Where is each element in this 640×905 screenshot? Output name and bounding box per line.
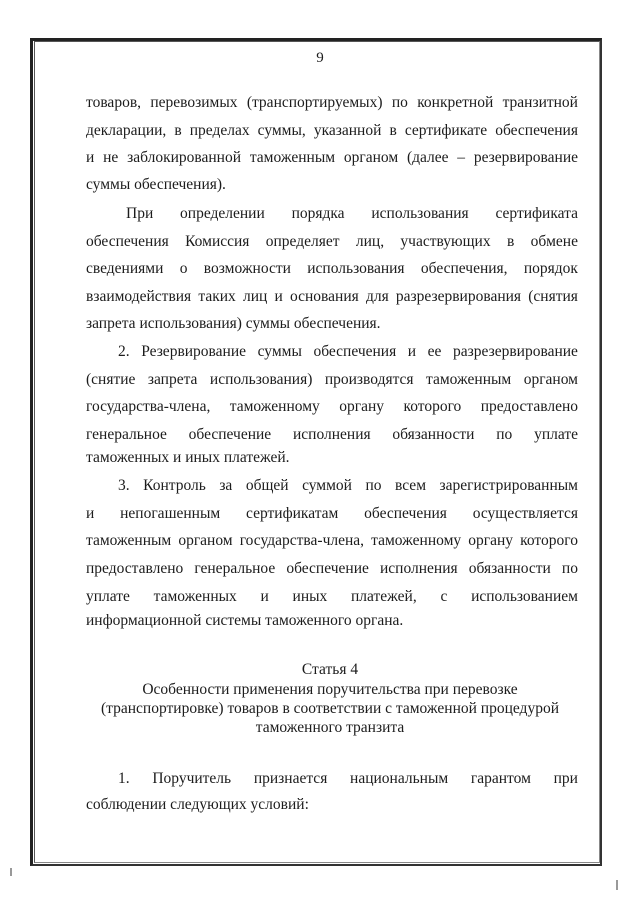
- word: таможенных: [153, 588, 237, 605]
- word: резервирование: [473, 149, 578, 166]
- word: Резервирование: [141, 343, 247, 360]
- word: органом: [178, 532, 233, 549]
- word: использования): [209, 371, 313, 388]
- word: о: [179, 260, 188, 277]
- word: предоставлено: [480, 398, 578, 415]
- word: определении: [180, 205, 265, 222]
- paragraph-1-line-4: суммы обеспечения).: [86, 176, 226, 193]
- word: в: [389, 122, 397, 139]
- paragraph-2-line-1: [126, 204, 578, 224]
- word: обеспечения: [86, 233, 169, 250]
- scan-artifact: [616, 880, 618, 890]
- word: (снятия: [528, 288, 578, 305]
- word: –: [457, 149, 466, 166]
- word: 3.: [118, 477, 130, 494]
- word: гарантом: [470, 770, 531, 787]
- word: обеспечения: [495, 122, 578, 139]
- word: обеспечения,: [420, 260, 508, 277]
- word: таможенному: [229, 398, 320, 415]
- word: осуществляется: [472, 505, 578, 522]
- paragraph-1-line-3: [86, 148, 578, 168]
- paragraph-4-line-3: [86, 531, 578, 551]
- word: 1.: [118, 770, 130, 787]
- word: национальным: [350, 770, 449, 787]
- word: и: [86, 505, 95, 522]
- scan-artifact: [10, 868, 12, 876]
- paragraph-4-line-2: [86, 504, 578, 524]
- word: использования: [307, 260, 405, 277]
- word: 2.: [118, 343, 130, 360]
- word: конкретной: [417, 94, 494, 111]
- word: таможенным: [426, 371, 512, 388]
- paragraph-2-line-5: запрета использования) суммы обеспечения.: [86, 315, 381, 332]
- word: участвующих: [400, 233, 491, 250]
- word: использования: [371, 205, 469, 222]
- word: суммой: [302, 477, 352, 494]
- word: в: [506, 233, 515, 250]
- paragraph-5-line-2: соблюдении следующих условий:: [86, 796, 309, 813]
- word: (снятие: [86, 371, 136, 388]
- word: Поручитель: [152, 770, 232, 787]
- word: и: [407, 343, 417, 360]
- word: разрезервирования: [395, 288, 522, 305]
- word: по: [365, 477, 382, 494]
- paragraph-3-line-5: таможенных и иных платежей.: [86, 449, 290, 466]
- article-title-line-2: (транспортировке) товаров в соответствии с таможенной процедурой: [101, 700, 559, 717]
- word: пределах: [189, 122, 250, 139]
- word: определяет: [265, 233, 340, 250]
- word: декларации,: [86, 122, 167, 139]
- word: признается: [253, 770, 328, 787]
- word: товаров,: [86, 94, 142, 111]
- paragraph-1-line-1: [86, 93, 578, 113]
- paragraph-4-line-4: [86, 559, 578, 579]
- word: сертификатам: [246, 505, 339, 522]
- article-title-line-3: таможенного транзита: [255, 719, 405, 736]
- word: обеспечения: [313, 343, 397, 360]
- paragraph-4-line-6: информационной системы таможенного органа.: [86, 612, 404, 629]
- word: таможенному: [371, 532, 462, 549]
- paragraph-2-line-4: [86, 287, 578, 307]
- word: органом: [523, 371, 578, 388]
- paragraph-4-line-5: [86, 587, 578, 607]
- word: возможности: [203, 260, 291, 277]
- word: указанной: [313, 122, 382, 139]
- word: в: [174, 122, 182, 139]
- word: (далее: [406, 149, 449, 166]
- word: запрета: [147, 371, 198, 388]
- word: Контроль: [143, 477, 206, 494]
- word: исполнения: [379, 560, 458, 577]
- paragraph-3-line-1: [118, 342, 578, 362]
- word: уплате: [534, 426, 578, 443]
- word: уплате: [86, 588, 130, 605]
- word: не: [103, 149, 119, 166]
- word: по: [496, 426, 513, 443]
- word: за: [219, 477, 233, 494]
- word: предоставлено: [86, 560, 184, 577]
- word: основания: [289, 288, 359, 305]
- word: всем: [395, 477, 427, 494]
- word: обязанности: [468, 560, 551, 577]
- word: зарегистрированным: [439, 477, 578, 494]
- word: лиц,: [355, 233, 385, 250]
- word: генеральное: [194, 560, 276, 577]
- word: обеспечения: [364, 505, 447, 522]
- word: исполнения: [292, 426, 371, 443]
- word: суммы: [257, 343, 302, 360]
- word: порядок: [523, 260, 578, 277]
- paragraph-1-line-2: [86, 121, 578, 141]
- paragraph-3-line-2: [86, 370, 578, 390]
- paragraph-4-line-1: [118, 476, 578, 496]
- word: с: [440, 588, 448, 605]
- word: генеральное: [86, 426, 167, 443]
- word: обмене: [530, 233, 578, 250]
- word: обеспечение: [188, 426, 272, 443]
- paragraph-3-line-4: [86, 425, 578, 445]
- word: таможенным: [249, 149, 336, 166]
- word: сертификата: [495, 205, 578, 222]
- article-title-line-1: Особенности применения поручительства при перевозке: [142, 681, 518, 698]
- word: таможенным: [86, 532, 172, 549]
- word: лиц: [242, 288, 268, 305]
- word: разрезервирование: [453, 343, 578, 360]
- word: взаимодействия: [86, 288, 192, 305]
- word: государства-члена,: [86, 398, 211, 415]
- article-number: Статья 4: [301, 661, 359, 678]
- paragraph-2-line-3: [86, 259, 578, 279]
- word: и: [86, 149, 95, 166]
- word: перевозимых: [150, 94, 238, 111]
- word: которого: [520, 532, 578, 549]
- word: транзитной: [502, 94, 578, 111]
- word: сертификате: [404, 122, 488, 139]
- word: которого: [403, 398, 462, 415]
- word: таких: [198, 288, 236, 305]
- word: и: [260, 588, 269, 605]
- word: обеспечение: [286, 560, 369, 577]
- word: иных: [292, 588, 328, 605]
- word: государства-члена,: [239, 532, 365, 549]
- page-number: 9: [316, 50, 324, 66]
- word: органом: [343, 149, 399, 166]
- word: для: [365, 288, 389, 305]
- word: и: [274, 288, 283, 305]
- paragraph-5-line-1: [118, 769, 578, 789]
- word: по: [561, 560, 578, 577]
- word: производятся: [324, 371, 414, 388]
- paragraph-3-line-3: [86, 397, 578, 417]
- word: Комиссия: [185, 233, 250, 250]
- word: (транспортируемых): [246, 94, 383, 111]
- word: суммы,: [257, 122, 306, 139]
- word: по: [391, 94, 408, 111]
- word: ее: [427, 343, 442, 360]
- word: порядка: [291, 205, 345, 222]
- word: органу: [468, 532, 514, 549]
- word: использованием: [471, 588, 578, 605]
- word: платежей,: [351, 588, 417, 605]
- word: при: [553, 770, 578, 787]
- word: непогашенным: [120, 505, 221, 522]
- word: общей: [245, 477, 289, 494]
- word: обязанности: [392, 426, 475, 443]
- word: При: [126, 205, 154, 222]
- word: органу: [339, 398, 385, 415]
- paragraph-2-line-2: [86, 232, 578, 252]
- word: сведениями: [86, 260, 164, 277]
- word: заблокированной: [127, 149, 242, 166]
